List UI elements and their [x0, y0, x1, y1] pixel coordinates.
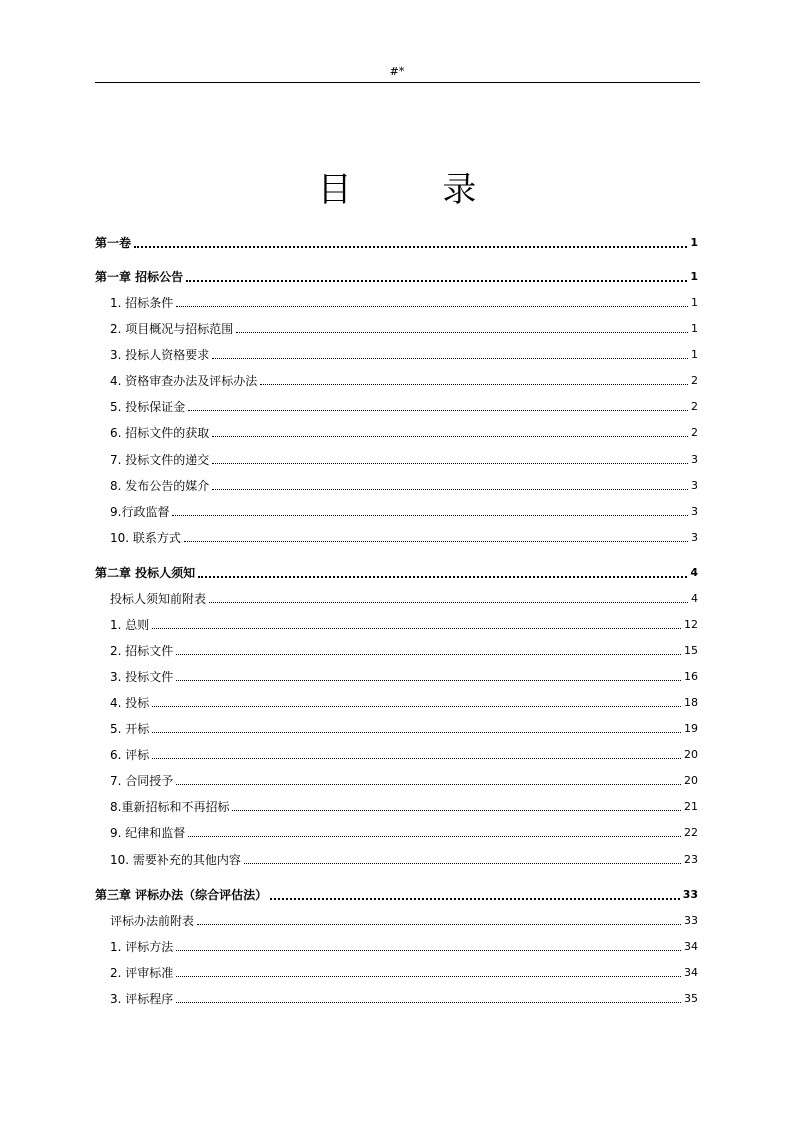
toc-entry-label: 3. 投标人资格要求 — [110, 348, 210, 362]
toc-entry-label: 第一章 招标公告 — [95, 270, 184, 284]
toc-dot-leader — [184, 541, 688, 542]
toc-entry-label: 4. 资格审查办法及评标办法 — [110, 374, 258, 388]
toc-section-entry[interactable] — [110, 796, 698, 816]
toc-entry-label: 7. 投标文件的递交 — [110, 453, 210, 467]
toc-entry-label: 10. 联系方式 — [110, 531, 181, 545]
toc-page-number: 23 — [684, 853, 698, 866]
toc-section-entry[interactable] — [110, 640, 698, 660]
toc-section-entry[interactable] — [110, 962, 698, 982]
toc-page-number: 33 — [684, 914, 698, 927]
toc-entry-label: 4. 投标 — [110, 696, 150, 710]
toc-entry-label: 5. 投标保证金 — [110, 400, 186, 414]
toc-dot-leader — [212, 463, 688, 464]
toc-page-number: 15 — [684, 644, 698, 657]
toc-entry-label: 2. 项目概况与招标范围 — [110, 322, 234, 336]
toc-section-entry[interactable] — [110, 988, 698, 1008]
toc-page-number: 1 — [690, 236, 698, 249]
toc-page-number: 4 — [691, 592, 698, 605]
toc-page-number: 12 — [684, 618, 698, 631]
toc-page-number: 3 — [691, 453, 698, 466]
toc-dot-leader — [176, 1002, 681, 1003]
toc-dot-leader — [212, 489, 688, 490]
toc-section-entry[interactable] — [110, 396, 698, 416]
toc-dot-leader — [152, 706, 681, 707]
toc-entry-label: 投标人须知前附表 — [110, 592, 207, 606]
toc-section-entry[interactable] — [110, 692, 698, 712]
toc-section-entry[interactable] — [110, 501, 698, 521]
toc-section-entry[interactable] — [110, 666, 698, 686]
toc-section-entry[interactable] — [110, 614, 698, 634]
toc-section-entry[interactable] — [110, 744, 698, 764]
toc-section-entry[interactable] — [110, 849, 698, 869]
toc-entry-label: 评标办法前附表 — [110, 914, 195, 928]
toc-entry-label: 第二章 投标人须知 — [95, 566, 196, 580]
toc-entry-label: 2. 招标文件 — [110, 644, 174, 658]
toc-page-number: 2 — [691, 374, 698, 387]
toc-section-entry[interactable] — [110, 422, 698, 442]
toc-entry-label: 10. 需要补充的其他内容 — [110, 853, 241, 867]
toc-entry-label: 6. 招标文件的获取 — [110, 426, 210, 440]
toc-dot-leader — [176, 654, 681, 655]
toc-page-number: 3 — [691, 479, 698, 492]
toc-section-entry[interactable] — [110, 910, 698, 930]
toc-entry-label: 1. 总则 — [110, 618, 150, 632]
toc-page-number: 19 — [684, 722, 698, 735]
toc-dot-leader — [176, 976, 681, 977]
toc-page-number: 1 — [690, 270, 698, 283]
toc-dot-leader — [152, 628, 681, 629]
toc-entry-label: 8. 发布公告的媒介 — [110, 479, 210, 493]
toc-page-number: 22 — [684, 826, 698, 839]
toc-dot-leader — [236, 332, 688, 333]
toc-dot-leader — [212, 358, 688, 359]
toc-dot-leader — [232, 810, 681, 811]
toc-entry-label: 第一卷 — [95, 236, 132, 250]
toc-section-entry[interactable] — [110, 449, 698, 469]
toc-page-number: 18 — [684, 696, 698, 709]
toc-page-number: 21 — [684, 800, 698, 813]
toc-page-number: 1 — [691, 348, 698, 361]
toc-dot-leader — [197, 924, 681, 925]
toc-entry-label: 1. 招标条件 — [110, 296, 174, 310]
toc-entry-label: 3. 评标程序 — [110, 992, 174, 1006]
toc-page-number: 16 — [684, 670, 698, 683]
page-header-mark: #* — [389, 65, 405, 78]
toc-dot-leader — [244, 863, 681, 864]
toc-dot-leader — [186, 280, 687, 282]
toc-entry-label: 5. 开标 — [110, 722, 150, 736]
toc-chapter-entry[interactable] — [95, 266, 698, 286]
toc-dot-leader — [176, 784, 681, 785]
toc-dot-leader — [212, 436, 688, 437]
toc-page-number: 1 — [691, 322, 698, 335]
toc-page-number: 20 — [684, 774, 698, 787]
toc-dot-leader — [134, 246, 687, 248]
toc-entry-label: 第三章 评标办法（综合评估法） — [95, 888, 268, 902]
document-title: 目 录 — [317, 170, 517, 210]
toc-dot-leader — [188, 836, 681, 837]
toc-page-number: 34 — [684, 940, 698, 953]
toc-page-number: 2 — [691, 400, 698, 413]
toc-section-entry[interactable] — [110, 822, 698, 842]
toc-page-number: 20 — [684, 748, 698, 761]
toc-entry-label: 1. 评标方法 — [110, 940, 174, 954]
toc-section-entry[interactable] — [110, 718, 698, 738]
toc-page-number: 33 — [682, 888, 698, 901]
toc-section-entry[interactable] — [110, 936, 698, 956]
toc-section-entry[interactable] — [110, 370, 698, 390]
toc-dot-leader — [188, 410, 688, 411]
toc-section-entry[interactable] — [110, 770, 698, 790]
toc-entry-label: 8.重新招标和不再招标 — [110, 800, 230, 814]
toc-section-entry[interactable] — [110, 318, 698, 338]
toc-entry-label: 2. 评审标准 — [110, 966, 174, 980]
toc-page-number: 35 — [684, 992, 698, 1005]
toc-section-entry[interactable] — [110, 588, 698, 608]
toc-section-entry[interactable] — [110, 292, 698, 312]
toc-dot-leader — [176, 680, 681, 681]
toc-dot-leader — [152, 758, 681, 759]
toc-page-number: 3 — [691, 505, 698, 518]
toc-page-number: 2 — [691, 426, 698, 439]
toc-dot-leader — [176, 306, 688, 307]
toc-page-number: 3 — [691, 531, 698, 544]
toc-page-number: 1 — [691, 296, 698, 309]
toc-entry-label: 7. 合同授予 — [110, 774, 174, 788]
toc-section-entry[interactable] — [110, 527, 698, 547]
toc-chapter-entry[interactable] — [95, 232, 698, 252]
toc-entry-label: 9.行政监督 — [110, 505, 170, 519]
toc-page-number: 34 — [684, 966, 698, 979]
toc-dot-leader — [209, 602, 688, 603]
toc-dot-leader — [198, 576, 687, 578]
toc-dot-leader — [260, 384, 688, 385]
toc-chapter-entry[interactable] — [95, 562, 698, 582]
toc-entry-label: 6. 评标 — [110, 748, 150, 762]
toc-chapter-entry[interactable] — [95, 884, 698, 904]
toc-page-number: 4 — [690, 566, 698, 579]
toc-entry-label: 9. 纪律和监督 — [110, 826, 186, 840]
toc-dot-leader — [152, 732, 681, 733]
toc-dot-leader — [176, 950, 681, 951]
toc-dot-leader — [172, 515, 688, 516]
toc-section-entry[interactable] — [110, 475, 698, 495]
toc-dot-leader — [270, 898, 680, 900]
toc-entry-label: 3. 投标文件 — [110, 670, 174, 684]
toc-section-entry[interactable] — [110, 344, 698, 364]
